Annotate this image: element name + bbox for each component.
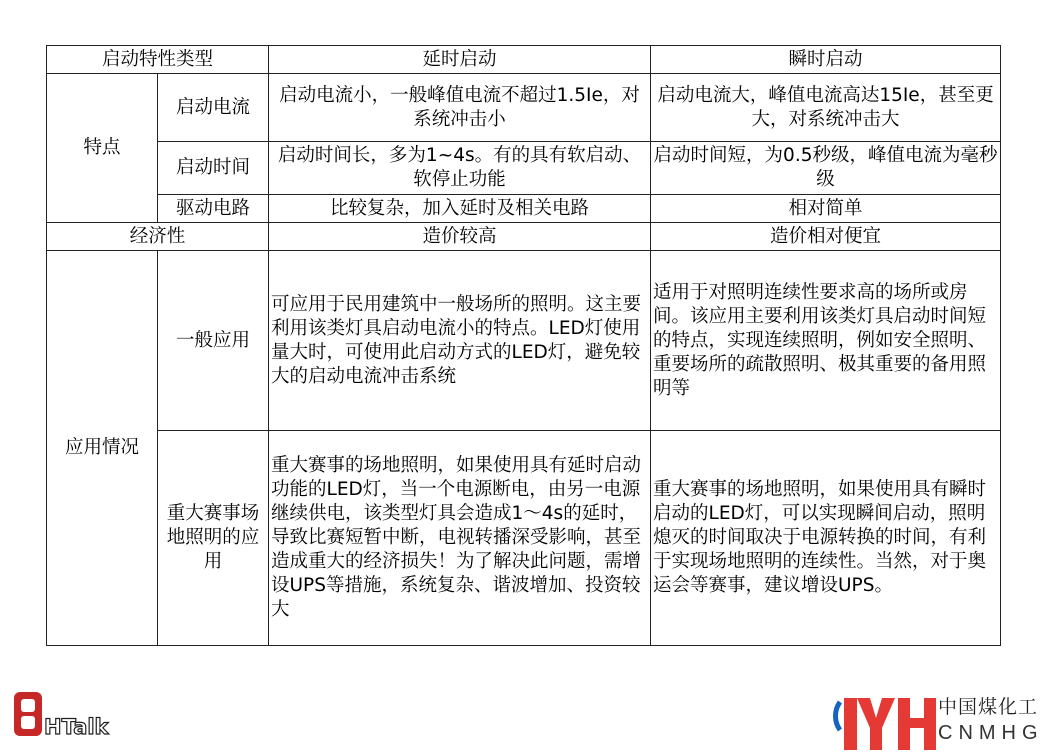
row-label-time: 启动时间 <box>158 142 269 195</box>
row-label-current: 启动电流 <box>158 74 269 142</box>
cell-instant-general: 适用于对照明连续性要求高的场所或房间。该应用主要利用该类灯具启动时间短的特点，实现连续照明，例如安全照明、重要场所的疏散照明、极其重要的备用照明等 <box>651 251 1001 431</box>
cell-delayed-time: 启动时间长，多为1~4s。有的具有软启动、软停止功能 <box>269 142 651 195</box>
cell-delayed-current: 启动电流小，一般峰值电流不超过1.5Ie，对系统冲击小 <box>269 74 651 142</box>
cell-instant-events: 重大赛事的场地照明，如果使用具有瞬时启动的LED灯，可以实现瞬间启动，照明熄灭的时间取决于电源转换的时间，有利于实现场地照明的连续性。当然，对于奥运会等赛事，建议增设UPS。 <box>651 431 1001 646</box>
table-row <box>47 223 1001 251</box>
economy-label: 经济性 <box>47 223 269 251</box>
header-row <box>47 46 1001 74</box>
application-label: 应用情况 <box>47 251 158 646</box>
bhtalk-logo <box>12 688 122 740</box>
header-instant: 瞬时启动 <box>651 46 1001 74</box>
row-label-circuit: 驱动电路 <box>158 195 269 223</box>
features-label: 特点 <box>47 74 158 223</box>
cell-instant-economy: 造价相对便宜 <box>651 223 1001 251</box>
header-delayed: 延时启动 <box>269 46 651 74</box>
cnmhg-english-name: CNMHG <box>938 722 1044 744</box>
cell-delayed-general: 可应用于民用建筑中一般场所的照明。这主要利用该类灯具启动电流小的特点。LED灯使用量大时，可使用此启动方式的LED灯，避免较大的启动电流冲击系统 <box>269 251 651 431</box>
row-label-events: 重大赛事场地照明的应用 <box>158 431 269 646</box>
cell-instant-circuit: 相对简单 <box>651 195 1001 223</box>
comparison-table <box>46 45 1001 646</box>
header-type: 启动特性类型 <box>47 46 269 74</box>
cell-instant-current: 启动电流大，峰值电流高达15Ie，甚至更大，对系统冲击大 <box>651 74 1001 142</box>
cell-delayed-economy: 造价较高 <box>269 223 651 251</box>
cell-instant-time: 启动时间短，为0.5秒级，峰值电流为毫秒级 <box>651 142 1001 195</box>
table-row <box>47 195 1001 223</box>
row-label-general: 一般应用 <box>158 251 269 431</box>
table-row <box>47 74 1001 142</box>
table-row <box>47 142 1001 195</box>
bhtalk-logo-text: HTalk <box>44 715 109 739</box>
table-row <box>47 431 1001 646</box>
cell-delayed-events: 重大赛事的场地照明，如果使用具有延时启动功能的LED灯，当一个电源断电，由另一电源继续供电，该类型灯具会造成1～4s的延时，导致比赛短暂中断，电视转播深受影响，甚至造成重大的经济损失！为了解决此问题，需增设UPS等措施，系统复杂、谐波增加、投资较大 <box>269 431 651 646</box>
table-row <box>47 251 1001 431</box>
cell-delayed-circuit: 比较复杂，加入延时及相关电路 <box>269 195 651 223</box>
cnmhg-chinese-name: 中国煤化工 <box>938 696 1039 718</box>
